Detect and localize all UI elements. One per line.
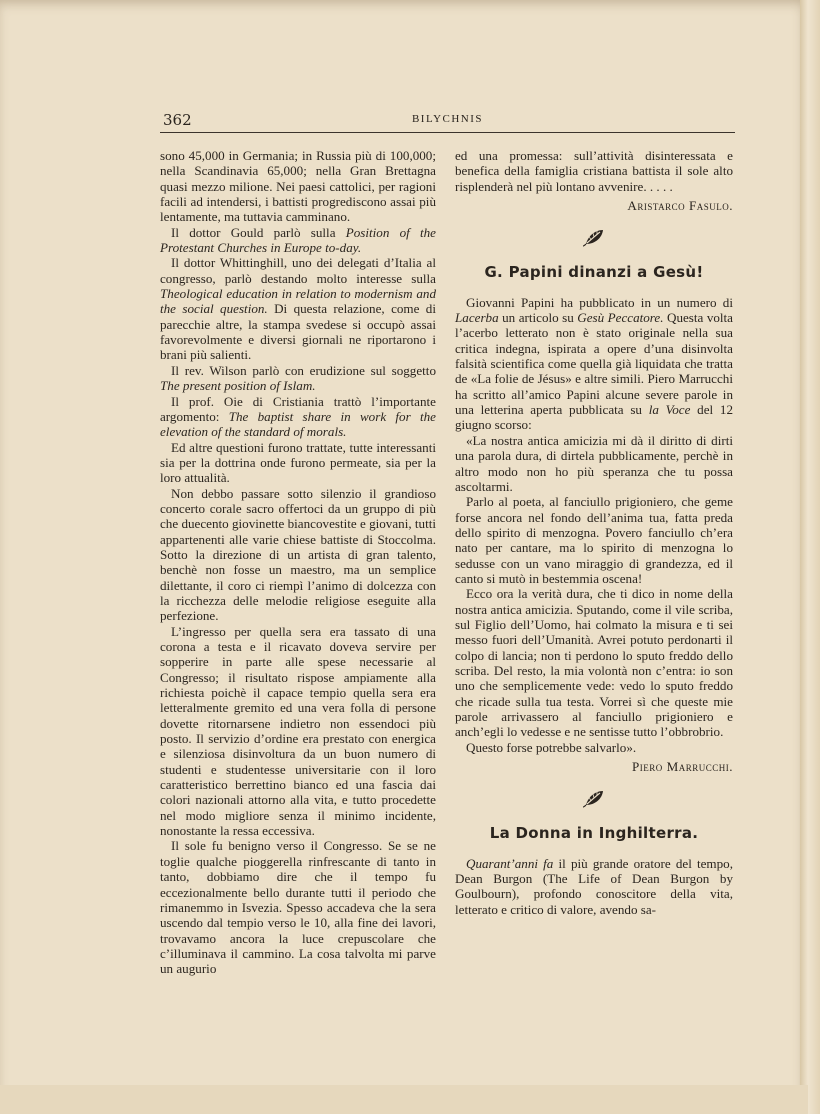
paragraph: Ed altre questioni furono trattate, tutte interessanti sia per la dottrina onde furono permeate, sia per la loro attualità. xyxy=(160,439,436,486)
paragraph: Il dottor Gould parlò sulla Position of the Protestant Churches in Europe to-day. xyxy=(160,224,436,256)
paragraph: «La nostra antica amicizia mi dà il diritto di dirti una parola dura, di dirtela pubblicamente, perchè in altro modo non ho più speranza che tu possa ascoltarmi. xyxy=(455,432,733,494)
paragraph: Non debbo passare sotto silenzio il grandioso concerto corale sacro offertoci da un gruppo di più che duecento giovinette biancovestite e giovani, tutti appartenenti alle varie chiese battiste di Stoccolma. Sotto la direzione di un artista di gran talento, benchè non fosse un maestro, ma un semplice dilettante, il coro ci riempì l’animo di dolcezza con la ricchezza delle melodie religiose eseguite alla perfezione. xyxy=(160,485,436,624)
fleuron-leaf-icon xyxy=(455,227,733,253)
paragraph: Il rev. Wilson parlò con erudizione sul soggetto The present position of Islam. xyxy=(160,362,436,394)
paragraph: Quarant’anni fa il più grande oratore del tempo, Dean Burgon (The Life of Dean Burgon by Goulbourn), profondo conoscitore della vita, letterato e critico di valore, avendo sa- xyxy=(455,855,733,917)
signature: Aristarco Fasulo. xyxy=(627,198,733,214)
left-column xyxy=(160,148,436,977)
right-column xyxy=(455,148,733,917)
signature: Piero Marrucchi. xyxy=(632,759,733,775)
paragraph: L’ingresso per quella sera era tassato di una corona a testa e il ricavato doveva servire per sopperire in parte alle spese necessarie al Congresso; il risultato rispose ampiamente alla richiesta poichè il capace tempio quella sera era letteralmente gremito ed una vera folla di persone dovette ritornarsene indietro non essendoci più posto. Il servizio d’ordine era prestato con energica e silenziosa disinvoltura da un buon numero di studenti e studentesse universitarie con il loro caratteristico berrettino bianco ed una fascia dai colori nazionali attorno alla vita, e tutto procedette nel modo migliore senza il minimo incidente, nonostante la ressa eccessiva. xyxy=(160,623,436,839)
page-edge xyxy=(800,0,820,1114)
fleuron-leaf-icon xyxy=(455,788,733,814)
paragraph: ed una promessa: sull’attività disinteressata e benefica della famiglia cristiana battista il sole alto risplenderà nel più lontano avvenire. . . . . xyxy=(455,148,733,194)
paragraph: Parlo al poeta, al fanciullo prigioniero, che geme forse ancora nel fondo dell’anima tua, fatta preda dello spirito di menzogna. Povero fanciullo ch’era nato per cantare, ma lo spirito di menzogna lo sedusse con un vano miraggio di grandezza, ed il canto si mutò in bestemmia oscena! xyxy=(455,494,733,586)
page-header xyxy=(160,108,735,133)
paragraph: Il sole fu benigno verso il Congresso. Se se ne toglie qualche pioggerella rinfrescante di tanto in tanto, dobbiamo dire che il tempo fu eccezionalmente bello durante tutti il periodo che rimanemmo in Isvezia. Spesso accadeva che la sera uscendo dal tempio verso le 10, alla fine dei lavori, trovavamo ancora la luce crepuscolare che c’illuminava il cammino. La cosa talvolta mi parve un augurio xyxy=(160,838,436,977)
paragraph: Il prof. Oie di Cristiania trattò l’importante argomento: The baptist share in work for the elevation of the standard of morals. xyxy=(160,393,436,440)
paragraph: Giovanni Papini ha pubblicato in un numero di Lacerba un articolo su Gesù Peccatore. Questa volta l’acerbo letterato non è stato originale nella sua critica indegna, ispirata a opere d’una disinvolta falsità scientifica come quella già liquidata che tratta de «La folie de Jésus» e altre simili. Piero Marrucchi ha scritto all’amico Papini alcune severe parole in una letterina aperta pubblicata su la Voce del 12 giugno scorso: xyxy=(455,294,733,433)
page-number: 362 xyxy=(163,111,192,129)
paragraph: sono 45,000 in Germania; in Russia più di 100,000; nella Scandinavia 65,000; nella Gran Brettagna quasi mezzo milione. Nei paesi cattolici, per ragioni facili ad intendersi, i battisti progrediscono assai più lentamente, ma tuttavia camminano. xyxy=(160,148,436,225)
running-title: BILYCHNIS xyxy=(411,113,484,125)
paragraph: Questo forse potrebbe salvarlo». xyxy=(466,739,637,755)
article-title: G. Papini dinanzi a Gesù! xyxy=(484,263,704,282)
paragraph: Ecco ora la verità dura, che ti dico in nome della nostra antica amicizia. Sputando, come il vile scriba, sul Figlio dell’Uomo, hai colmato la misura e ti sei messo fuori dell’Umanità. Avrei potuto perdonarti il colpo di lancia; non ti perdono lo sputo freddo dello scriba. Del resto, la mia volontà non c’entra: io son uno che semplicemente vede: vedo lo sputo freddo che ricade sulla tua testa. Vorrei sì che queste mie parole arrivassero al fanciullo prigioniero e anch’egli lo vedesse e ne sentisse tutto l’obbrobrio. xyxy=(455,586,733,740)
article-title: La Donna in Inghilterra. xyxy=(489,824,699,843)
paragraph: Il dottor Whittinghill, uno dei delegati d’Italia al congresso, parlò destando molto interesse sulla Theological education in relation to modernism and the social question. Di questa relazione, come di parecchie altre, la stampa svedese si occupò assai favorevolmente e diversi giornali ne riportarono i brani più salienti. xyxy=(160,255,436,363)
page-bottom-band xyxy=(0,1085,808,1114)
